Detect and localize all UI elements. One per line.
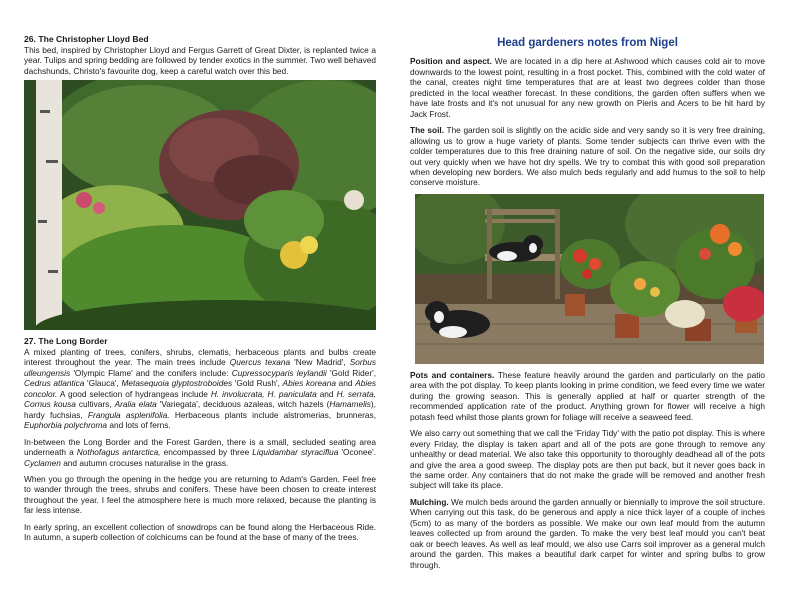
adams-garden-paragraph: When you go through the opening in the hedge you are returning to Adam's Garden. Feel free to wander through the trees, shrubs and conifers. These have been chosen to create interest throughout the year. I feel the atmosphere here is much more relaxed, because the planting is far less intense.: [24, 474, 376, 516]
section-27-text: A mixed planting of trees, conifers, shrubs, clematis, herbaceous plants and bulbs create interest throughout the year. The main trees include Quercus texana 'New Madrid', Sorbus ulleungensis 'Olympic Flame' and the conifers include: Cupressocyparis leylandii 'Gold Rider', Cedrus atlantica 'Glauca', Metasequoia glyptostroboides 'Gold Rush', Abies koreana and Abies concolor. A good selection of hydrangeas include H. involucrata, H. paniculata and H. serrata, Cornus kousa cultivars, Aralia elata 'Variegata', deciduous azaleas, witch hazels (Hamamelis), hardy fuchsias, Frangula asplenifolia. Herbaceous plants include alstromerias, brunneras, Euphorbia polychroma and lots of ferns.: [24, 347, 376, 431]
notes-title: Head gardeners notes from Nigel: [497, 37, 678, 49]
pots-label: Pots and containers.: [410, 369, 495, 380]
section-26-text: This bed, inspired by Christopher Lloyd and Fergus Garrett of Great Dixter, is replanted twice a year. Tulips and spring bedding are followed by tender exotics in the summer. Two well behaved dachshunds, Christo's favourite dog, keep a careful watch over this bed.: [24, 44, 376, 76]
patio-pots-illustration: [415, 194, 764, 364]
right-page: [400, 0, 800, 600]
mulching-paragraph: Mulching. We mulch beds around the garden annually or biennially to improve the soil structure. When carrying out this task, do be generous and apply a nice thick layer of a couple of inches (5cm) to as many of the borders as possible. We make our own leaf mould from the autumn leaves collected up from around the garden. To make the very best leaf mould you can't beat oak or beech leaves. As well as leaf mould, we also use Carrs soil improver as a general mulch around the garden. This makes a beautiful dark carpet for winter and spring bulbs to grow through.: [410, 496, 765, 570]
patio-pots-photo: [415, 194, 764, 364]
soil-label: The soil.: [410, 125, 444, 136]
friday-tidy-paragraph: We also carry out something that we call the 'Friday Tidy' with the patio pot display. This is where every Friday, the display is taken apart and all of the pots are gone through to remove any unhealthy or dead material. We also take this opportunity to thoroughly deadhead all of the pots and give the area a good sweep. The display pots are then put back, but it never goes back in the same order. Any containers that do not make the grade will be removed and another fresh subject will take its place.: [410, 428, 765, 491]
mulching-label: Mulching.: [410, 496, 449, 507]
section-26-title: 26. The Christopher Lloyd Bed: [24, 34, 149, 44]
seating-area-paragraph: In-between the Long Border and the Forest Garden, there is a small, secluded seating area underneath a Nothofagus antarctica, encompassed by three Liquidambar styraciflua 'Oconee'. Cyclamen and autumn crocuses naturalise in the grass.: [24, 436, 376, 468]
soil-paragraph: The soil. The garden soil is slightly on the acidic side and very sandy so it is very free draining, allowing us to grow a huge variety of plants. Some tender subjects can thrive even with the colder temperatures due to this free draining nature of soil. On the negative side, our soils dry out very quickly when we have hot dry spells. We try to combat this with good soil preparation when developing new borders. We also mulch beds regularly and add humus to the soil to help conserve moisture.: [410, 125, 766, 188]
pots-paragraph: Pots and containers. These feature heavily around the garden and particularly on the patio area with the pot display. To keep plants looking in prime condition, we feed every time we water during the growing season. This is generally applied at half or quarter strength of the recommended application rate of the product. Anything grown for flower will receive a high potash feed whilst those plants grown for foliage will receive a seaweed feed.: [410, 369, 765, 422]
garden-bed-illustration: [24, 80, 376, 330]
position-paragraph: Position and aspect. We are located in a dip here at Ashwood which causes cold air to move downwards to the lowest point, resulting in a frost pocket. This, combined with the cold water of the canal, creates night time temperatures that are at least two degrees colder than those predicted in the local weather forecast. In these conditions, the garden often suffers when we have late frosts and it's not unusual for any new growth on Pieris and Acers to be hit hard by Jack Frost.: [410, 56, 765, 119]
garden-bed-photo: [24, 80, 376, 330]
position-label: Position and aspect.: [410, 56, 492, 67]
snowdrops-paragraph: In early spring, an excellent collection of snowdrops can be found along the Herbaceous Ride. In autumn, a superb collection of colchicums can be found at the base of many of the trees.: [24, 521, 376, 543]
section-27-title: 27. The Long Border: [24, 336, 108, 347]
